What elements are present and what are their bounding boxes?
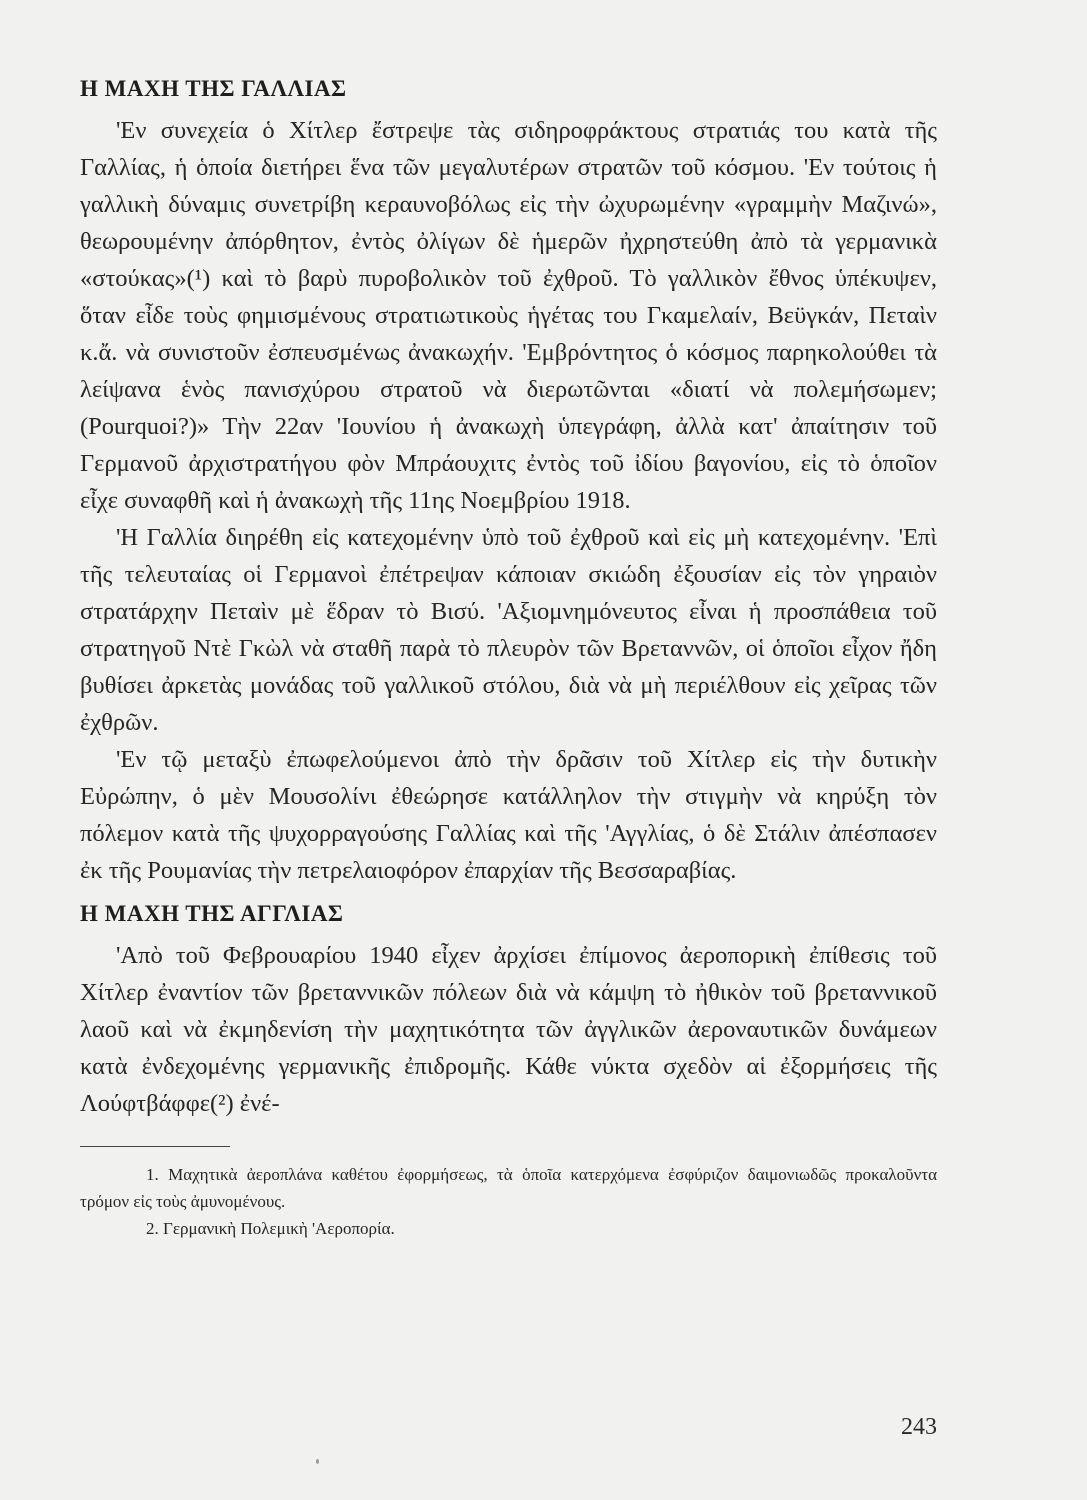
print-speck (316, 1459, 319, 1464)
paragraph: 'Η Γαλλία διηρέθη εἰς κατεχομένην ὑπὸ τοῦ ἐχθροῦ καὶ εἰς μὴ κατεχομένην. 'Επὶ τῆς τελευταίας οἱ Γερμανοὶ ἐπέτρεψαν κάποιαν σκιώδη ἐξουσίαν εἰς τὸν γηραιὸν στρατάρχην Πεταὶν μὲ ἕδραν τὸ Βισύ. 'Αξιομνημόνευτος εἶναι ἡ προσπάθεια τοῦ στρατηγοῦ Ντὲ Γκὼλ νὰ σταθῆ παρὰ τὸ πλευρὸν τῶν Βρεταννῶν, οἱ ὁποῖοι εἶχον ἤδη βυθίσει ἀρκετὰς μονάδας τοῦ γαλλικοῦ στόλου, διὰ νὰ μὴ περιέλθουν εἰς χεῖρας τῶν ἐχθρῶν. (80, 524, 937, 736)
page-number: 243 (901, 1414, 937, 1440)
footnote-divider (80, 1146, 230, 1147)
paragraph: 'Εν τῷ μεταξὺ ἐπωφελούμενοι ἀπὸ τὴν δρᾶσιν τοῦ Χίτλερ εἰς τὴν δυτικὴν Εὐρώπην, ὁ μὲν Μουσολίνι ἐθεώρησε κατάλληλον τὴν στιγμὴν νὰ κηρύξη τὸν πόλεμον κατὰ τῆς ψυχορραγούσης Γαλλίας καὶ τῆς 'Αγγλίας, ὁ δὲ Στάλιν ἀπέσπασεν ἐκ τῆς Ρουμανίας τὴν πετρελαιοφόρον ἐπαρχίαν τῆς Βεσσαραβίας. (80, 746, 937, 884)
paragraph: 'Εν συνεχεία ὁ Χίτλερ ἔστρεψε τὰς σιδηροφράκτους στρατιάς του κατὰ τῆς Γαλλίας, ἡ ὁποία διετήρει ἕνα τῶν μεγαλυτέρων στρατῶν τοῦ κόσμου. 'Εν τούτοις ἡ γαλλικὴ δύναμις συνετρίβη κεραυνοβόλως εἰς τὴν ὠχυρωμένην «γραμμὴν Μαζινώ», θεωρουμένην ἀπόρθητον, ἐντὸς ὀλίγων δὲ ἡμερῶν ἠχρηστεύθη ἀπὸ τὰ γερμανικὰ «στούκας»(¹) καὶ τὸ βαρὺ πυροβολικὸν τοῦ ἐχθροῦ. Τὸ γαλλικὸν ἔθνος ὑπέκυψεν, ὅταν εἶδε τοὺς φημισμένους στρατιωτικοὺς ἡγέτας του Γκαμελαίν, Βεϋγκάν, Πεταὶν κ.ἄ. νὰ συνιστοῦν ἐσπευσμένως ἀνακωχήν. 'Εμβρόντητος ὁ κόσμος παρηκολούθει τὰ λείψανα ἑνὸς πανισχύρου στρατοῦ νὰ διερωτῶνται «διατί νὰ πολεμήσωμεν; (Pourquoi?)» Τὴν 22αν 'Ιουνίου ἡ ἀνακωχὴ ὑπεγράφη, ἀλλὰ κατ' ἀπαίτησιν τοῦ Γερμανοῦ ἀρχιστρατήγου φὸν Μπράουχιτς ἐντὸς τοῦ ἰδίου βαγονίου, εἰς τὸ ὁποῖον εἶχε συναφθῆ καὶ ἡ ἀνακωχὴ τῆς 11ης Νοεμβρίου 1918. (80, 117, 937, 514)
paragraph: 'Απὸ τοῦ Φεβρουαρίου 1940 εἶχεν ἀρχίσει ἐπίμονος ἀεροπορικὴ ἐπίθεσις τοῦ Χίτλερ ἐναντίον τῶν βρεταννικῶν πόλεων διὰ νὰ κάμψη τὸ ἠθικὸν τοῦ βρεταννικοῦ λαοῦ καὶ νὰ ἐκμηδενίση τὴν μαχητικότητα τῶν ἀγγλικῶν ἀεροναυτικῶν δυνάμεων κατὰ ἐνδεχομένης γερμανικῆς ἐπιδρομῆς. Κάθε νύκτα σχεδὸν αἱ ἐξορμήσεις τῆς Λούφτβάφφε(²) ἐνέ- (80, 942, 937, 1117)
section-heading-france: Η ΜΑΧΗ ΤΗΣ ΓΑΛΛΙΑΣ (80, 76, 347, 101)
section-heading-england: Η ΜΑΧΗ ΤΗΣ ΑΓΓΛΙΑΣ (80, 901, 344, 926)
footnote: 1. Μαχητικὰ ἀεροπλάνα καθέτου ἐφορμήσεως, τὰ ὁποῖα κατερχόμενα ἐσφύριζον δαιμονιωδῶς προκαλοῦντα τρόμον εἰς τοὺς ἀμυνομένους. (80, 1165, 937, 1211)
footnote: 2. Γερμανικὴ Πολεμικὴ 'Αεροπορία. (146, 1219, 395, 1238)
